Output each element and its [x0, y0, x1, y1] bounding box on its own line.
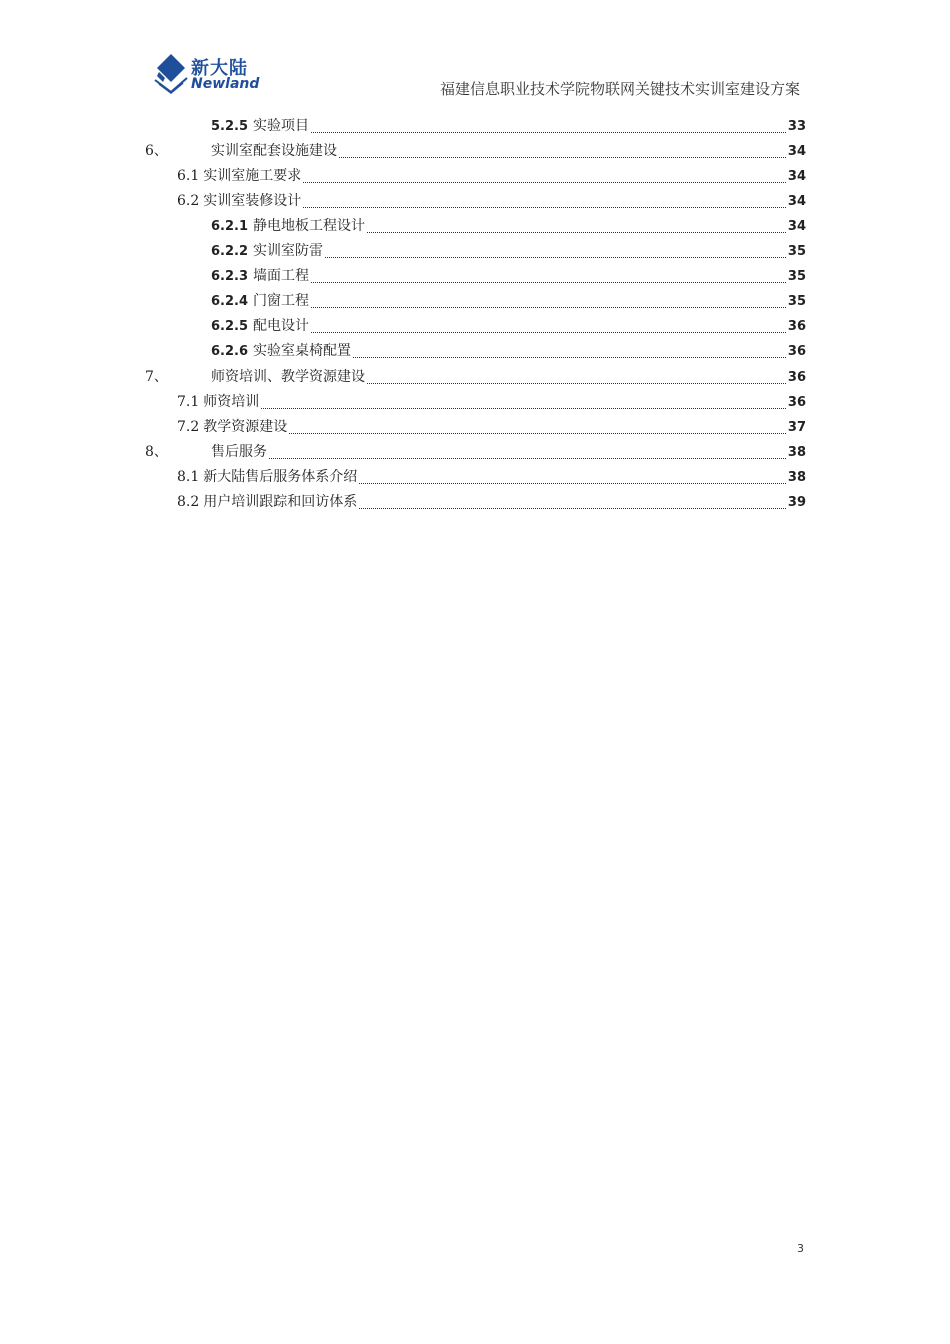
toc-leader-dots [325, 256, 786, 258]
toc-entry-page: 36 [787, 344, 806, 359]
toc-entry[interactable] [145, 139, 806, 163]
toc-leader-dots [339, 156, 786, 158]
document-title: 福建信息职业技术学院物联网关键技术实训室建设方案 [439, 80, 800, 98]
newland-diamond-logo-icon [153, 52, 189, 94]
toc-entry-number: 6.2.4 [211, 294, 249, 309]
toc-entry-title: 新大陆售后服务体系介绍 [203, 469, 358, 485]
toc-entry-number: 5.2.5 [211, 119, 249, 134]
toc-entry-title: 实验室桌椅配置 [253, 343, 352, 359]
toc-leader-dots [359, 482, 786, 484]
page-number: 3 [797, 1242, 804, 1255]
toc-entry-title: 师资培训、教学资源建设 [211, 369, 365, 385]
toc-entry-title: 实训室防雷 [253, 243, 324, 259]
toc-entry-number: 7、 [145, 369, 168, 385]
toc-entry-page: 36 [787, 319, 806, 334]
toc-entry-title: 售后服务 [211, 444, 267, 460]
toc-leader-dots [311, 281, 786, 283]
toc-entry[interactable] [211, 339, 806, 363]
toc-entry-title: 用户培训跟踪和回访体系 [203, 494, 358, 510]
toc-entry-number: 6.2.1 [211, 219, 249, 234]
toc-leader-dots [261, 407, 786, 409]
toc-leader-dots [359, 507, 786, 509]
toc-leader-dots [303, 206, 786, 208]
toc-entry-number: 6.2.3 [211, 269, 249, 284]
toc-entry[interactable] [211, 239, 806, 263]
toc-entry[interactable] [177, 390, 806, 414]
toc-leader-dots [303, 181, 786, 183]
toc-entry[interactable] [211, 264, 806, 288]
toc-entry-title: 实训室施工要求 [203, 168, 302, 184]
toc-entry-title: 墙面工程 [253, 268, 310, 284]
toc-entry-title: 静电地板工程设计 [253, 218, 366, 234]
toc-entry-number: 6.2.5 [211, 319, 249, 334]
toc-entry-number: 6.1 [177, 168, 200, 184]
toc-entry-title: 实训室配套设施建设 [211, 143, 337, 159]
toc-entry[interactable] [211, 289, 806, 313]
toc-entry-page: 35 [787, 269, 806, 284]
logo-chinese-name: 新大陆 [191, 58, 248, 79]
toc-entry[interactable] [211, 314, 806, 338]
toc-entry-page: 37 [787, 420, 806, 435]
logo-english-name: Newland [191, 76, 260, 92]
newland-logo [153, 52, 273, 98]
toc-entry[interactable] [211, 114, 806, 138]
toc-entry-page: 36 [787, 395, 806, 410]
toc-leader-dots [367, 382, 786, 384]
toc-entry-page: 39 [787, 495, 806, 510]
toc-leader-dots [311, 306, 786, 308]
toc-entry-title: 教学资源建设 [203, 419, 288, 435]
toc-entry-number: 8.1 [177, 469, 200, 485]
toc-entry-page: 34 [787, 194, 806, 209]
toc-entry-page: 36 [787, 370, 806, 385]
toc-entry[interactable] [211, 214, 806, 238]
toc-leader-dots [311, 331, 786, 333]
toc-entry-number: 7.2 [177, 419, 200, 435]
toc-entry-number: 6、 [145, 143, 168, 159]
toc-entry-title: 实训室装修设计 [203, 193, 302, 209]
toc-leader-dots [289, 432, 786, 434]
toc-entry-page: 34 [787, 169, 806, 184]
toc-entry[interactable] [177, 490, 806, 514]
toc-entry-number: 8、 [145, 444, 168, 460]
toc-entry-page: 35 [787, 244, 806, 259]
toc-entry-page: 34 [787, 219, 806, 234]
toc-leader-dots [367, 231, 786, 233]
toc-entry[interactable] [177, 415, 806, 439]
toc-entry-number: 6.2.2 [211, 244, 249, 259]
toc-entry-page: 38 [787, 445, 806, 460]
toc-entry[interactable] [177, 189, 806, 213]
toc-entry-title: 师资培训 [203, 394, 260, 410]
toc-entry-number: 6.2 [177, 193, 200, 209]
toc-leader-dots [269, 457, 786, 459]
page-header [0, 0, 950, 110]
toc-entry-number: 8.2 [177, 494, 200, 510]
toc-entry-page: 38 [787, 470, 806, 485]
toc-entry-title: 门窗工程 [253, 293, 310, 309]
toc-entry-number: 7.1 [177, 394, 200, 410]
toc-entry-page: 33 [787, 119, 806, 134]
toc-entry-title: 实验项目 [253, 118, 310, 134]
toc-entry[interactable] [177, 164, 806, 188]
toc-entry-page: 34 [787, 144, 806, 159]
toc-entry[interactable] [177, 465, 806, 489]
toc-entry-page: 35 [787, 294, 806, 309]
toc-entry-title: 配电设计 [253, 318, 310, 334]
toc-leader-dots [353, 356, 786, 358]
toc-entry[interactable] [145, 440, 806, 464]
toc-entry[interactable] [145, 365, 806, 389]
toc-entry-number: 6.2.6 [211, 344, 249, 359]
toc-leader-dots [311, 131, 786, 133]
